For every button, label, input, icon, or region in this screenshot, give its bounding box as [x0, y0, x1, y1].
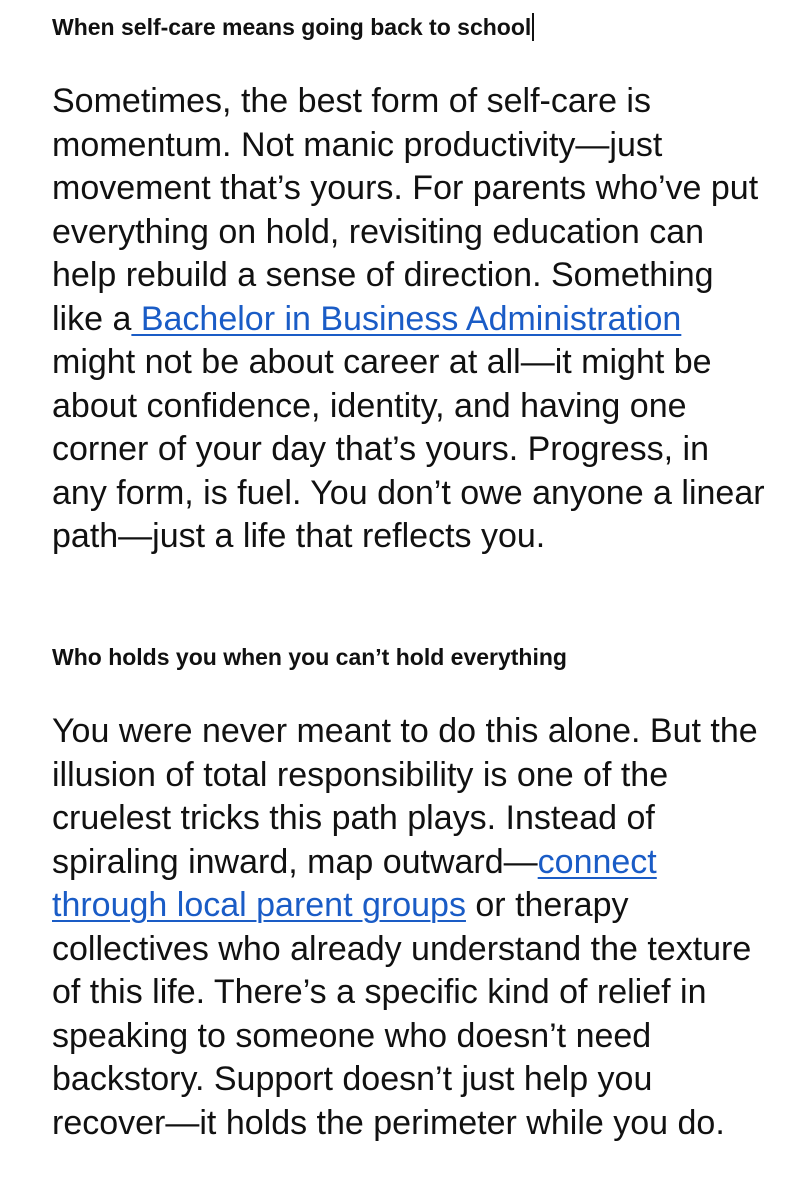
paragraph-text-end: or therapy collectives who already understand the texture of this life. There’s a specific kind of relief in speaking to someone who doesn’t need backstory. Support doesn’t just help you recover—it holds the perimeter while you do. — [52, 886, 752, 1142]
heading-text: When self-care means going back to school — [52, 14, 532, 40]
paragraph-support — [52, 710, 768, 1145]
parent-groups-link[interactable]: connect through local parent groups — [52, 842, 657, 924]
text-cursor — [532, 13, 534, 41]
paragraph-self-care — [52, 80, 768, 559]
section-heading-support: Who holds you when you can’t hold everything — [52, 644, 567, 670]
paragraph-text-start: You were never meant to do this alone. But the illusion of total responsibility is one of the cruelest tricks this path plays. Instead of spiraling inward, map outward— — [52, 712, 758, 881]
section-heading-self-care — [52, 12, 772, 42]
paragraph-text-end: might not be about career at all—it might be about confidence, identity, and having one corner of your day that’s yours. Progress, in any form, is fuel. You don’t owe anyone a linear path—just a life that reflects you. — [52, 343, 765, 555]
bachelor-business-link[interactable]: Bachelor in Business Administration — [131, 299, 682, 338]
paragraph-text-start: Sometimes, the best form of self-care is momentum. Not manic productivity—just movement that’s yours. For parents who’ve put everything on hold, revisiting education can help rebuild a sense of direction. Something like a — [52, 82, 759, 338]
